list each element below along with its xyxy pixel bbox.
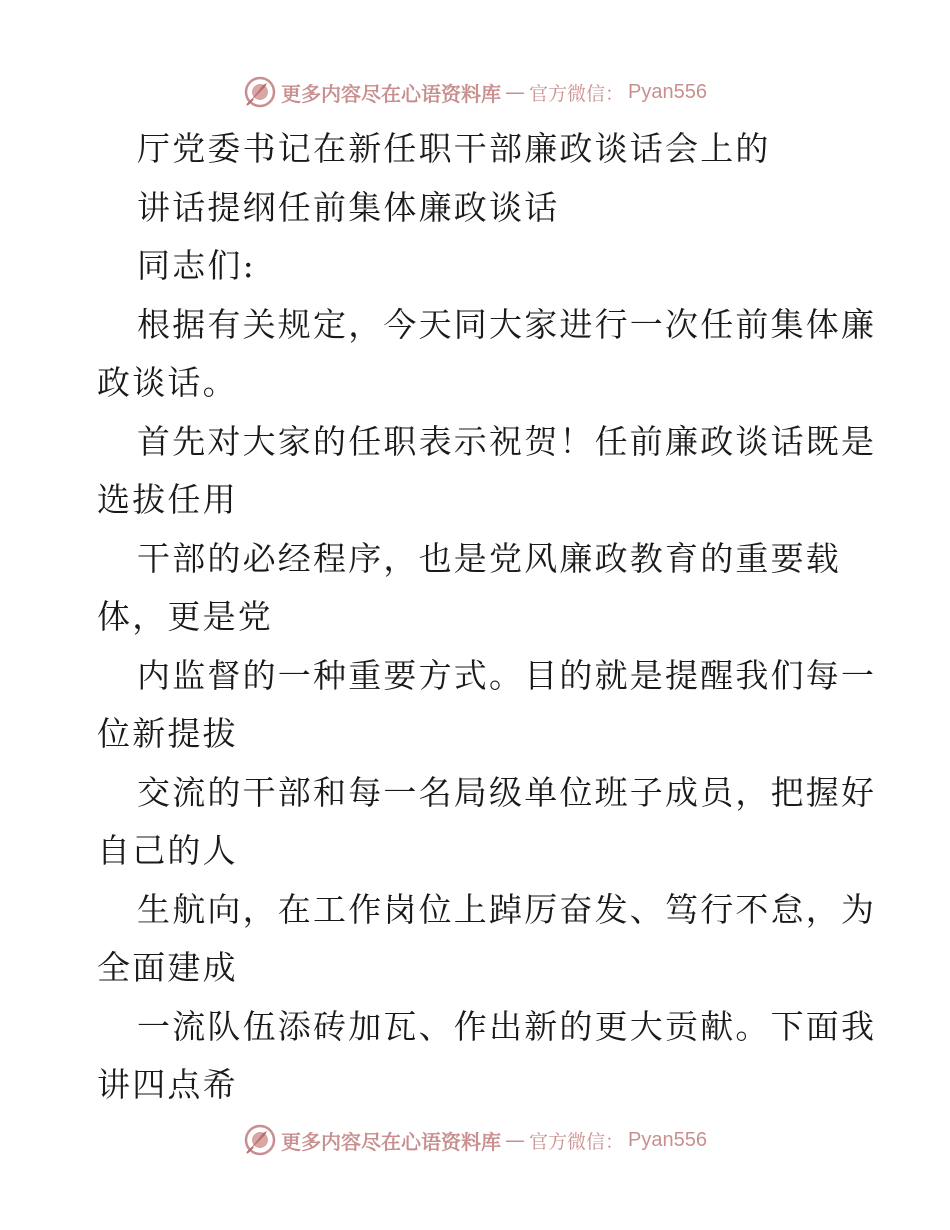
watermark-label: 官方微信： bbox=[529, 1130, 625, 1153]
paragraph-line: 体，更是党 bbox=[97, 597, 273, 636]
footer-watermark bbox=[0, 1120, 950, 1160]
quill-logo-icon bbox=[243, 1123, 277, 1157]
watermark-separator: — bbox=[505, 80, 525, 104]
document-body bbox=[97, 120, 877, 1115]
watermark-label: 官方微信： bbox=[529, 82, 625, 105]
watermark-wechat-id: Pyan556 bbox=[628, 1128, 707, 1151]
watermark-separator: — bbox=[505, 1128, 525, 1152]
paragraph-line: 内监督的一种重要方式。目的就是提醒我们每一 bbox=[137, 655, 877, 695]
paragraph-line: 位新提拔 bbox=[97, 714, 238, 753]
salutation: 同志们: bbox=[137, 246, 256, 285]
paragraph-line: 一流队伍添砖加瓦、作出新的更大贡献。下面我 bbox=[137, 1006, 877, 1046]
watermark-brand-text: 更多内容尽在心语资料库 bbox=[281, 81, 501, 106]
paragraph-line: 根据有关规定，今天同大家进行一次任前集体廉 bbox=[137, 304, 877, 344]
paragraph-line: 自己的人 bbox=[97, 831, 238, 870]
paragraph-line: 干部的必经程序，也是党风廉政教育的重要载 bbox=[137, 538, 841, 578]
paragraph-line: 政谈话。 bbox=[97, 363, 238, 402]
title-line-1: 厅党委书记在新任职干部廉政谈话会上的 bbox=[137, 129, 771, 168]
watermark-wechat-id: Pyan556 bbox=[628, 80, 707, 103]
paragraph-line: 交流的干部和每一名局级单位班子成员，把握好 bbox=[137, 772, 877, 812]
paragraph-line: 讲四点希 bbox=[97, 1065, 238, 1104]
title-line-2: 讲话提纲任前集体廉政谈话 bbox=[137, 187, 560, 227]
paragraph-line: 全面建成 bbox=[97, 948, 238, 987]
paragraph-line: 首先对大家的任职表示祝贺！任前廉政谈话既是 bbox=[137, 421, 877, 461]
paragraph-line: 选拔任用 bbox=[97, 480, 238, 519]
watermark-brand-text: 更多内容尽在心语资料库 bbox=[281, 1129, 501, 1154]
header-watermark bbox=[0, 72, 950, 112]
paragraph-line: 生航向，在工作岗位上踔厉奋发、笃行不怠，为 bbox=[137, 889, 877, 929]
quill-logo-icon bbox=[243, 75, 277, 109]
